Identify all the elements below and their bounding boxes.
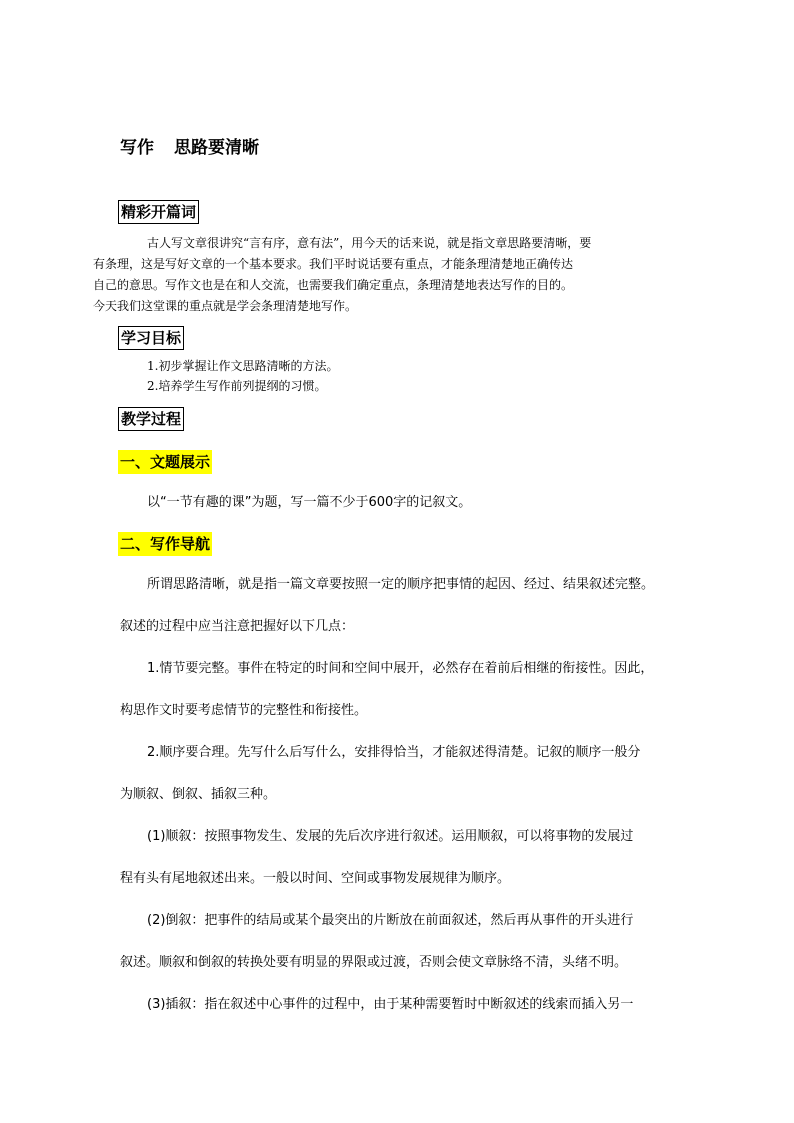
intro-line-4: 今天我们这堂课的重点就是学会条理清楚地写作。 <box>93 299 358 313</box>
topic-text: 以“一节有趣的课”为题，写一篇不少于600字的记叙文。 <box>147 495 472 510</box>
guide-line-2: 叙述的过程中应当注意把握好以下几点： <box>120 619 355 634</box>
title-part-1: 写作 <box>120 138 154 158</box>
intro-paragraph <box>93 233 690 317</box>
section-heading-process: 教学过程 <box>118 407 184 431</box>
guide-line-9: (2)倒叙：把事件的结局或某个最突出的片断放在前面叙述，然后再从事件的开头进行 <box>147 913 634 928</box>
page-title <box>120 133 259 158</box>
goal-item-2: 2.培养学生写作前列提纲的习惯。 <box>147 379 327 393</box>
guide-line-5: 2.顺序要合理。先写什么后写什么，安排得恰当，才能叙述得清楚。记叙的顺序一般分 <box>147 745 641 760</box>
intro-line-2: 有条理，这是写好文章的一个基本要求。我们平时说话要有重点，才能条理清楚地正确传达 <box>93 257 574 271</box>
section-heading-guide: 二、写作导航 <box>118 532 212 556</box>
guide-line-8: 程有头有尾地叙述出来。一般以时间、空间或事物发展规律为顺序。 <box>120 871 511 886</box>
section-heading-goals: 学习目标 <box>118 326 184 350</box>
intro-line-3: 自己的意思。写作文也是在和人交流，也需要我们确定重点，条理清楚地表达写作的目的。 <box>93 278 574 292</box>
title-part-2: 思路要清晰 <box>174 138 259 158</box>
guide-line-10: 叙述。顺叙和倒叙的转换处要有明显的界限或过渡，否则会使文章脉络不清，头绪不明。 <box>120 955 628 970</box>
guide-line-6: 为顺叙、倒叙、插叙三种。 <box>120 787 277 802</box>
guide-line-7: (1)顺叙：按照事物发生、发展的先后次序进行叙述。运用顺叙，可以将事物的发展过 <box>147 829 634 844</box>
goals-list <box>147 356 338 396</box>
section-heading-intro: 精彩开篇词 <box>118 200 199 224</box>
guide-line-4: 构思作文时要考虑情节的完整性和衔接性。 <box>120 703 368 718</box>
goal-item-1: 1.初步掌握让作文思路清晰的方法。 <box>147 359 339 373</box>
section-heading-topic: 一、文题展示 <box>118 450 212 474</box>
guide-line-3: 1.情节要完整。事件在特定的时间和空间中展开，必然存在着前后相继的衔接性。因此， <box>147 661 654 676</box>
guide-line-1: 所谓思路清晰，就是指一篇文章要按照一定的顺序把事情的起因、经过、结果叙述完整。 <box>147 577 655 592</box>
intro-line-1: 古人写文章很讲究“言有序，意有法”，用今天的话来说，就是指文章思路要清晰，要 <box>147 236 592 250</box>
guide-line-11: (3)插叙：指在叙述中心事件的过程中，由于某种需要暂时中断叙述的线索而插入另一 <box>147 997 634 1012</box>
